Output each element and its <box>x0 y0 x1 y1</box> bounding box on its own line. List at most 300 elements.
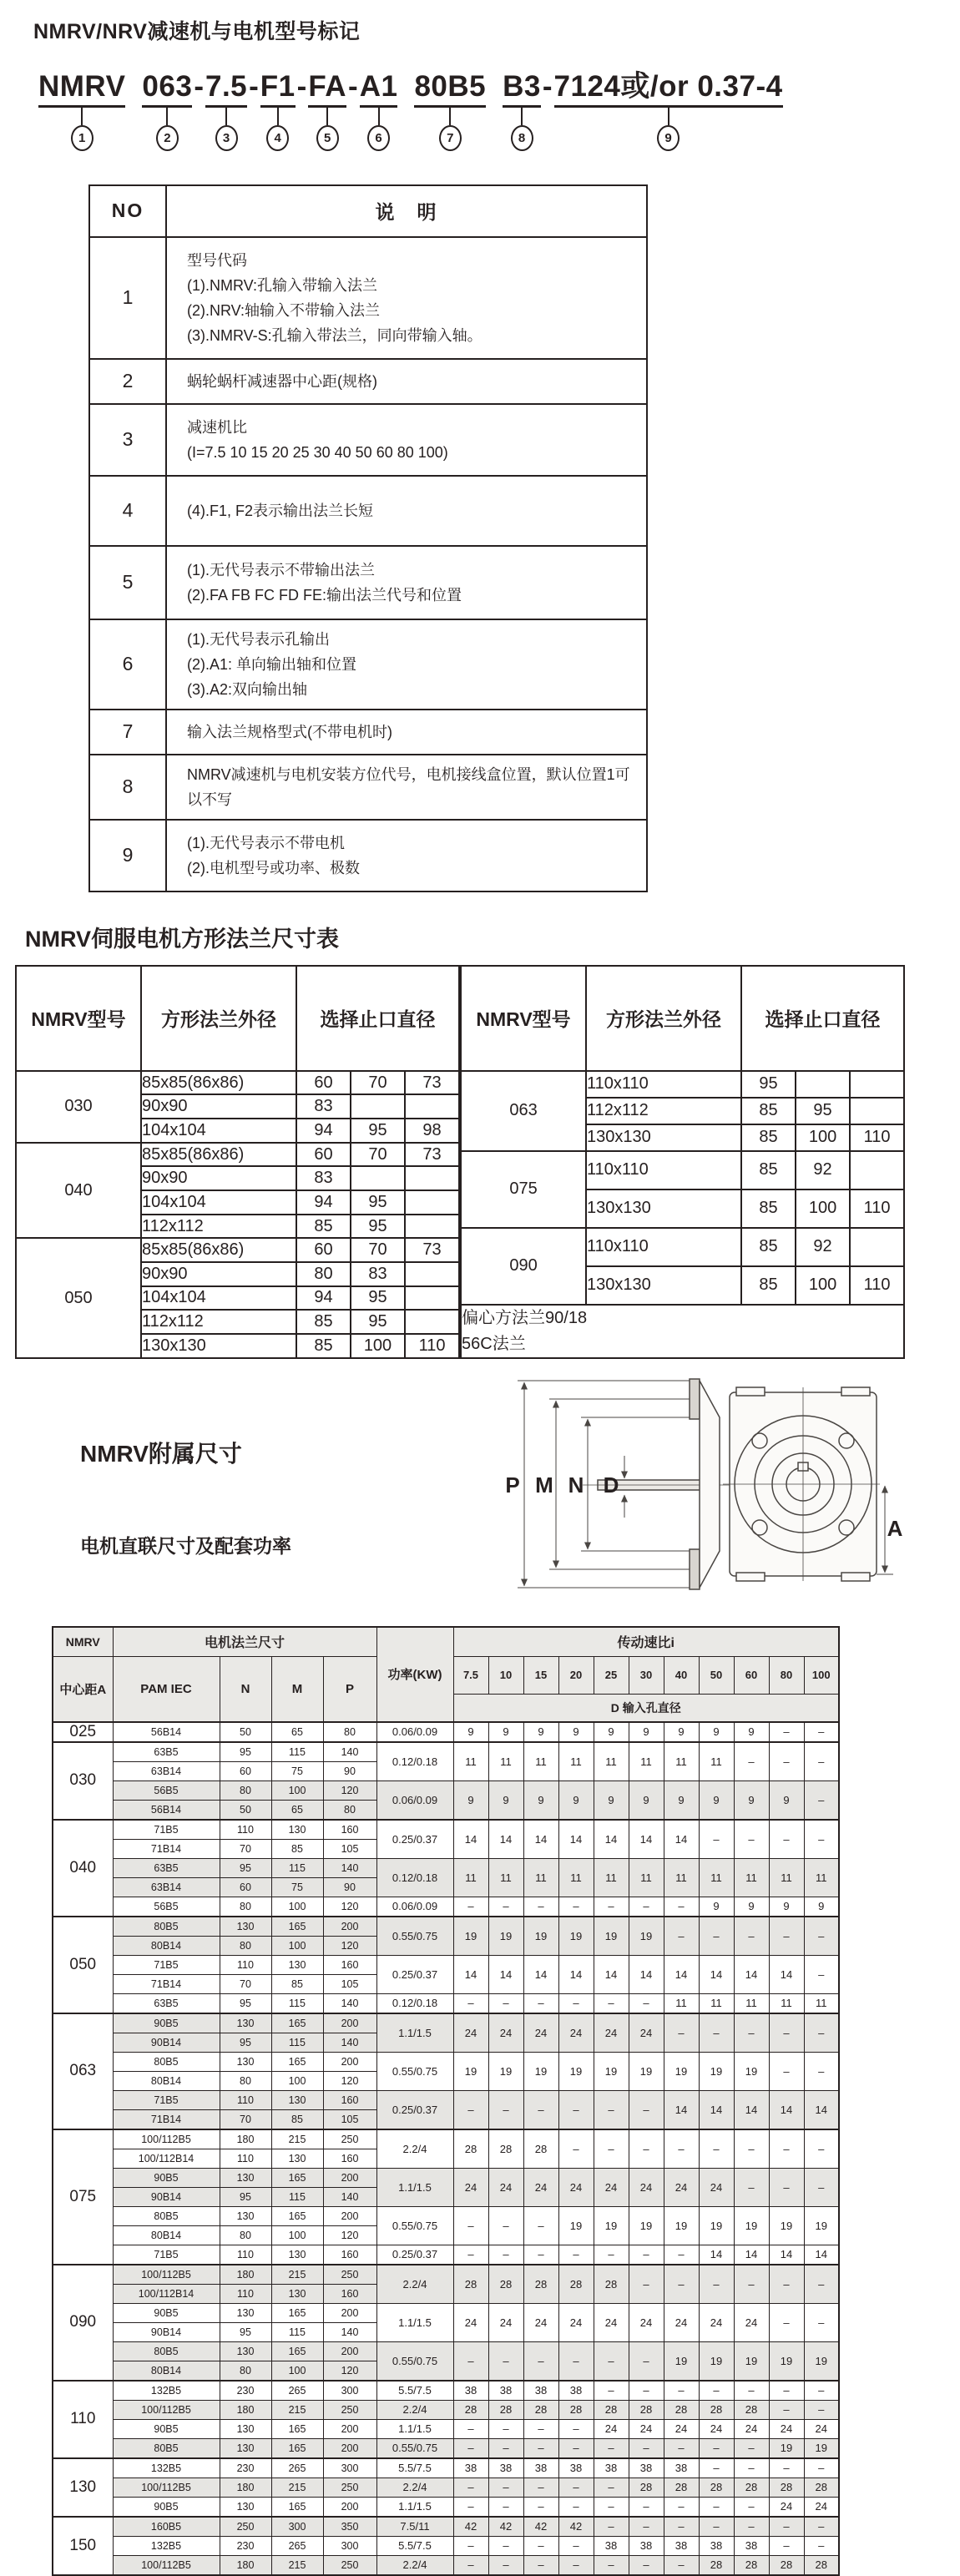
m-cell: 115 <box>271 1742 323 1762</box>
d-bore-cell: 9 <box>558 1722 594 1742</box>
m-cell: 115 <box>271 2033 323 2052</box>
d-bore-cell: 42 <box>488 2517 523 2537</box>
model-leader-line <box>225 108 227 125</box>
flange-bore-cell: 95 <box>796 1098 850 1124</box>
d-bore-cell: 24 <box>523 2303 558 2341</box>
d-bore-cell: – <box>804 2013 839 2053</box>
d-bore-cell: – <box>664 1897 699 1917</box>
d-bore-cell: 11 <box>594 1858 629 1897</box>
header-motor-flange: 电机法兰尺寸 <box>113 1627 376 1657</box>
motor-row <box>53 1780 839 1800</box>
power-cell: 1.1/1.5 <box>376 2168 453 2206</box>
m-cell: 85 <box>271 1839 323 1858</box>
d-bore-cell: – <box>769 2303 804 2341</box>
n-cell: 250 <box>220 2517 271 2537</box>
nmrv-model-cell: 130 <box>53 2458 113 2517</box>
d-bore-cell: – <box>804 2458 839 2478</box>
legend-desc-line: (2).A1: 单向输出轴和位置 <box>187 655 357 673</box>
n-cell: 130 <box>220 2419 271 2438</box>
m-cell: 165 <box>271 2013 323 2033</box>
d-bore-cell: 11 <box>734 1993 769 2013</box>
m-cell: 130 <box>271 2245 323 2265</box>
d-bore-cell: 28 <box>523 2129 558 2169</box>
d-bore-cell: 9 <box>699 1780 734 1820</box>
d-bore-cell: – <box>523 2438 558 2458</box>
d-bore-cell: 14 <box>629 1820 664 1859</box>
m-cell: 85 <box>271 1974 323 1993</box>
legend-header-desc: 说 明 <box>166 185 647 237</box>
flange-outer-cell: 112x112 <box>141 1215 296 1239</box>
d-bore-cell: – <box>769 2458 804 2478</box>
d-bore-cell: 11 <box>629 1742 664 1781</box>
n-cell: 130 <box>220 2206 271 2225</box>
flange-outer-cell: 90x90 <box>141 1094 296 1119</box>
flange-bore-cell: 110 <box>850 1190 904 1228</box>
flange-bore-cell <box>850 1071 904 1098</box>
d-bore-cell: – <box>804 1780 839 1820</box>
d-bore-cell: 38 <box>664 2536 699 2555</box>
d-bore-cell: 24 <box>488 2168 523 2206</box>
legend-no-cell: 7 <box>89 710 166 755</box>
p-cell: 160 <box>323 2149 376 2168</box>
m-cell: 165 <box>271 2052 323 2071</box>
pam-iec-cell: 63B5 <box>113 1993 220 2013</box>
flange-bore-cell: 95 <box>741 1071 796 1098</box>
n-cell: 80 <box>220 1780 271 1800</box>
d-bore-cell: 14 <box>699 1955 734 1993</box>
legend-desc-line: (1).无代号表示不带电机 <box>187 834 345 851</box>
d-bore-cell: 11 <box>699 1742 734 1781</box>
flange-bore-cell: 94 <box>296 1190 351 1215</box>
pam-iec-cell: 80B14 <box>113 2225 220 2245</box>
model-segment <box>142 72 192 151</box>
model-segment-text: B3 <box>503 70 541 103</box>
d-bore-cell: – <box>488 2206 523 2245</box>
flange-outer-cell: 85x85(86x86) <box>141 1071 296 1095</box>
d-bore-cell: – <box>558 2090 594 2129</box>
legend-desc-line: (1).无代号表示孔输出 <box>187 630 330 648</box>
d-bore-cell: – <box>594 2245 629 2265</box>
pam-iec-cell: 56B14 <box>113 1800 220 1820</box>
flange-outer-cell: 85x85(86x86) <box>141 1143 296 1167</box>
model-leader-line <box>449 108 451 125</box>
motor-row <box>53 2381 839 2401</box>
d-bore-cell: 11 <box>699 1993 734 2013</box>
d-bore-cell: 14 <box>664 2090 699 2129</box>
flange-header-bore: 选择止口直径 <box>741 966 904 1071</box>
m-cell: 75 <box>271 1761 323 1780</box>
flange-header-model: NMRV型号 <box>16 966 141 1071</box>
n-cell: 180 <box>220 2555 271 2575</box>
d-bore-cell: 19 <box>699 2341 734 2381</box>
d-bore-cell: – <box>769 2265 804 2304</box>
flange-bore-cell <box>796 1071 850 1098</box>
d-bore-cell: – <box>523 2206 558 2245</box>
d-bore-cell: 19 <box>558 1917 594 1956</box>
header-p: P <box>323 1656 376 1722</box>
flange-footnote-cell <box>461 1305 904 1358</box>
model-segment <box>38 72 125 151</box>
d-bore-cell: – <box>699 2497 734 2517</box>
flange-outer-cell: 104x104 <box>141 1286 296 1311</box>
header-ratio-value: 15 <box>523 1656 558 1694</box>
power-cell: 0.25/0.37 <box>376 2245 453 2265</box>
n-cell: 80 <box>220 2361 271 2381</box>
flange-outer-cell: 112x112 <box>586 1098 741 1124</box>
motor-row <box>53 2497 839 2517</box>
d-bore-cell: – <box>804 2517 839 2537</box>
p-cell: 90 <box>323 1761 376 1780</box>
flange-bore-cell <box>405 1215 459 1239</box>
d-bore-cell: 28 <box>769 2555 804 2575</box>
d-bore-cell: – <box>453 2206 488 2245</box>
d-bore-cell: 9 <box>488 1722 523 1742</box>
legend-no-cell: 6 <box>89 619 166 710</box>
p-cell: 200 <box>323 2303 376 2322</box>
flange-body <box>461 1071 904 1358</box>
power-cell: 1.1/1.5 <box>376 2497 453 2517</box>
d-bore-cell: 19 <box>699 2052 734 2090</box>
motor-coupling-table <box>52 1626 840 2576</box>
power-cell: 0.12/0.18 <box>376 1858 453 1897</box>
d-bore-cell: – <box>769 2517 804 2537</box>
d-bore-cell: 19 <box>629 2052 664 2090</box>
d-bore-cell: 19 <box>453 2052 488 2090</box>
header-ratio-value: 30 <box>629 1656 664 1694</box>
d-bore-cell: 11 <box>769 1858 804 1897</box>
d-bore-cell: 9 <box>523 1722 558 1742</box>
legend-header-row <box>89 185 647 237</box>
model-number-circle: 4 <box>266 125 289 151</box>
d-bore-cell: – <box>488 2536 523 2555</box>
p-cell: 250 <box>323 2400 376 2419</box>
d-bore-cell: 19 <box>769 2438 804 2458</box>
flange-bore-cell: 95 <box>351 1190 405 1215</box>
p-cell: 200 <box>323 2419 376 2438</box>
m-cell: 215 <box>271 2555 323 2575</box>
flange-tables <box>15 965 960 1359</box>
flange-bore-cell: 73 <box>405 1238 459 1262</box>
d-bore-cell: – <box>734 2381 769 2401</box>
legend-table <box>88 184 648 892</box>
dim-label-p: P <box>505 1472 520 1498</box>
legend-row <box>89 755 647 820</box>
d-bore-cell: – <box>558 2245 594 2265</box>
legend-header-no: NO <box>89 185 166 237</box>
m-cell: 215 <box>271 2265 323 2285</box>
motor-row <box>53 2400 839 2419</box>
pam-iec-cell: 63B5 <box>113 1858 220 1877</box>
d-bore-cell: 14 <box>488 1955 523 1993</box>
legend-row <box>89 820 647 891</box>
d-bore-cell: – <box>699 1820 734 1859</box>
model-segment-text: F1 <box>260 70 296 103</box>
flange-row <box>16 1143 459 1167</box>
d-bore-cell: – <box>734 2129 769 2169</box>
flange-outer-cell: 110x110 <box>586 1228 741 1266</box>
p-cell: 200 <box>323 2497 376 2517</box>
model-leader-line <box>81 108 83 125</box>
p-cell: 250 <box>323 2129 376 2149</box>
pam-iec-cell: 56B14 <box>113 1722 220 1742</box>
model-separator: - <box>296 70 307 103</box>
legend-desc-line: (2).NRV:轴输入不带输入法兰 <box>187 301 381 319</box>
d-bore-cell: – <box>488 2497 523 2517</box>
n-cell: 110 <box>220 1820 271 1840</box>
d-bore-cell: 9 <box>734 1897 769 1917</box>
d-bore-cell: – <box>594 1897 629 1917</box>
dim-label-a: A <box>887 1515 903 1541</box>
motor-row <box>53 2517 839 2537</box>
d-bore-cell: 11 <box>664 1858 699 1897</box>
m-cell: 115 <box>271 2187 323 2206</box>
motor-row <box>53 2245 839 2265</box>
d-bore-cell: – <box>699 2517 734 2537</box>
power-cell: 0.55/0.75 <box>376 2052 453 2090</box>
m-cell: 115 <box>271 1858 323 1877</box>
legend-row <box>89 476 647 546</box>
power-cell: 0.06/0.09 <box>376 1722 453 1742</box>
d-bore-cell: – <box>804 1917 839 1956</box>
d-bore-cell: – <box>769 2013 804 2053</box>
power-cell: 0.25/0.37 <box>376 2090 453 2129</box>
pam-iec-cell: 80B5 <box>113 2438 220 2458</box>
motor-row <box>53 2090 839 2109</box>
n-cell: 70 <box>220 2109 271 2129</box>
d-bore-cell: – <box>664 2129 699 2169</box>
flange-bore-cell <box>850 1228 904 1266</box>
n-cell: 95 <box>220 2187 271 2206</box>
d-bore-cell: 19 <box>594 2052 629 2090</box>
d-bore-cell: 38 <box>488 2381 523 2401</box>
pam-iec-cell: 56B5 <box>113 1897 220 1917</box>
d-bore-cell: 19 <box>734 2206 769 2245</box>
motor-row <box>53 1722 839 1742</box>
legend-desc-line: (I=7.5 10 15 20 25 30 40 50 60 80 100) <box>187 443 448 461</box>
p-cell: 140 <box>323 1993 376 2013</box>
motor-row <box>53 2013 839 2033</box>
d-bore-cell: – <box>629 1897 664 1917</box>
d-bore-cell: – <box>769 1722 804 1742</box>
d-bore-cell: 11 <box>664 1993 699 2013</box>
d-bore-cell: – <box>664 2381 699 2401</box>
d-bore-cell: 24 <box>453 2303 488 2341</box>
flange-bore-cell <box>850 1098 904 1124</box>
flange-outer-cell: 110x110 <box>586 1151 741 1190</box>
p-cell: 200 <box>323 2168 376 2187</box>
n-cell: 95 <box>220 1742 271 1762</box>
d-bore-cell: – <box>629 2381 664 2401</box>
d-bore-cell: 11 <box>453 1858 488 1897</box>
header-n: N <box>220 1656 271 1722</box>
flange-header-row <box>461 966 904 1071</box>
pam-iec-cell: 90B14 <box>113 2322 220 2341</box>
d-bore-cell: 9 <box>453 1722 488 1742</box>
d-bore-cell: 24 <box>804 2497 839 2517</box>
motor-row <box>53 2303 839 2322</box>
d-bore-cell: 19 <box>488 1917 523 1956</box>
n-cell: 95 <box>220 1858 271 1877</box>
d-bore-cell: 28 <box>558 2265 594 2304</box>
p-cell: 300 <box>323 2458 376 2478</box>
d-bore-cell: 24 <box>769 2497 804 2517</box>
d-bore-cell: 9 <box>594 1722 629 1742</box>
d-bore-cell: 14 <box>523 1820 558 1859</box>
header-nmrv: NMRV <box>53 1627 113 1657</box>
d-bore-cell: – <box>488 2555 523 2575</box>
d-bore-cell: 14 <box>558 1820 594 1859</box>
flange-model-cell: 040 <box>16 1143 141 1239</box>
d-bore-cell: – <box>699 2438 734 2458</box>
flange-outer-cell: 112x112 <box>141 1310 296 1334</box>
flange-bore-cell: 100 <box>796 1266 850 1305</box>
legend-desc-cell <box>166 546 647 619</box>
flange-head <box>16 966 459 1071</box>
d-bore-cell: 19 <box>664 2052 699 2090</box>
model-segment <box>554 72 783 151</box>
flange-bore-cell: 70 <box>351 1238 405 1262</box>
p-cell: 140 <box>323 2322 376 2341</box>
d-bore-cell: – <box>523 2341 558 2381</box>
d-bore-cell: 28 <box>523 2400 558 2419</box>
dim-label-n: N <box>568 1472 584 1498</box>
p-cell: 200 <box>323 2438 376 2458</box>
d-bore-cell: 19 <box>734 2052 769 2090</box>
d-bore-cell: – <box>558 2497 594 2517</box>
power-cell: 2.2/4 <box>376 2265 453 2304</box>
motor-row <box>53 2419 839 2438</box>
d-bore-cell: 14 <box>488 1820 523 1859</box>
d-bore-cell: 24 <box>453 2168 488 2206</box>
flange-footnote-line: 56C法兰 <box>462 1334 526 1353</box>
pam-iec-cell: 90B14 <box>113 2187 220 2206</box>
d-bore-cell: 14 <box>769 1955 804 1993</box>
d-bore-cell: 19 <box>804 2341 839 2381</box>
legend-row <box>89 404 647 476</box>
d-bore-cell: 28 <box>734 2478 769 2497</box>
d-bore-cell: 11 <box>804 1858 839 1897</box>
pam-iec-cell: 71B14 <box>113 2109 220 2129</box>
d-bore-cell: – <box>664 2245 699 2265</box>
d-bore-cell: 14 <box>699 2245 734 2265</box>
model-leader-line <box>521 108 523 125</box>
d-bore-cell: – <box>523 2090 558 2129</box>
d-bore-cell: – <box>453 2536 488 2555</box>
d-bore-cell: – <box>804 1955 839 1993</box>
d-bore-cell: 38 <box>453 2381 488 2401</box>
flange-bore-cell: 110 <box>850 1124 904 1151</box>
d-bore-cell: 14 <box>699 2090 734 2129</box>
model-segment-text: 7.5 <box>205 70 248 103</box>
m-cell: 130 <box>271 2149 323 2168</box>
d-bore-cell: 9 <box>629 1722 664 1742</box>
m-cell: 165 <box>271 2497 323 2517</box>
flange-outer-cell: 90x90 <box>141 1262 296 1286</box>
flange-bore-cell: 73 <box>405 1071 459 1095</box>
d-bore-cell: – <box>488 2419 523 2438</box>
header-ratio-value: 60 <box>734 1656 769 1694</box>
n-cell: 70 <box>220 1974 271 1993</box>
d-bore-cell: 28 <box>558 2400 594 2419</box>
n-cell: 130 <box>220 1917 271 1937</box>
d-bore-cell: 11 <box>488 1742 523 1781</box>
d-bore-cell: – <box>453 2555 488 2575</box>
d-bore-cell: 14 <box>558 1955 594 1993</box>
d-bore-cell: – <box>664 2497 699 2517</box>
n-cell: 230 <box>220 2381 271 2401</box>
d-bore-cell: 14 <box>804 2090 839 2129</box>
header-ratio-value: 40 <box>664 1656 699 1694</box>
p-cell: 250 <box>323 2478 376 2497</box>
legend-desc-line: (3).A2:双向输出轴 <box>187 680 308 698</box>
model-segment-text: NMRV <box>38 70 126 103</box>
d-bore-cell: – <box>453 2497 488 2517</box>
d-bore-cell: 9 <box>594 1780 629 1820</box>
flange-model-cell: 090 <box>461 1228 586 1305</box>
flange-bore-cell: 85 <box>296 1215 351 1239</box>
n-cell: 180 <box>220 2265 271 2285</box>
flange-bore-cell: 85 <box>741 1124 796 1151</box>
pam-iec-cell: 90B14 <box>113 2033 220 2052</box>
n-cell: 60 <box>220 1761 271 1780</box>
legend-desc-line: NMRV减速机与电机安装方位代号，电机接线盒位置，默认位置1可以不写 <box>187 765 630 808</box>
d-bore-cell: 9 <box>699 1897 734 1917</box>
power-cell: 5.5/7.5 <box>376 2458 453 2478</box>
pam-iec-cell: 100/112B14 <box>113 2284 220 2303</box>
gearbox-outline <box>583 1379 880 1589</box>
pam-iec-cell: 71B5 <box>113 1820 220 1840</box>
d-bore-cell: – <box>699 2013 734 2053</box>
d-bore-cell: – <box>558 2478 594 2497</box>
flange-bore-cell: 95 <box>351 1215 405 1239</box>
d-bore-cell: – <box>629 2090 664 2129</box>
pam-iec-cell: 80B5 <box>113 2341 220 2361</box>
d-bore-cell: – <box>558 2438 594 2458</box>
flange-bore-cell: 95 <box>351 1286 405 1311</box>
d-bore-cell: 24 <box>594 2013 629 2053</box>
d-bore-cell: 19 <box>699 2206 734 2245</box>
legend-row <box>89 546 647 619</box>
legend-desc-cell <box>166 710 647 755</box>
pam-iec-cell: 80B14 <box>113 1936 220 1955</box>
n-cell: 130 <box>220 2497 271 2517</box>
d-bore-cell: 38 <box>629 2458 664 2478</box>
d-bore-cell: 38 <box>734 2536 769 2555</box>
d-bore-cell: – <box>804 2303 839 2341</box>
d-bore-cell: 28 <box>699 2555 734 2575</box>
d-bore-cell: 9 <box>804 1897 839 1917</box>
d-bore-cell: – <box>523 2555 558 2575</box>
d-bore-cell: 24 <box>523 2013 558 2053</box>
p-cell: 105 <box>323 2109 376 2129</box>
flange-bore-cell: 85 <box>296 1334 351 1358</box>
flange-outer-cell: 130x130 <box>586 1266 741 1305</box>
header-ratio-value: 80 <box>769 1656 804 1694</box>
pam-iec-cell: 90B5 <box>113 2497 220 2517</box>
p-cell: 120 <box>323 1936 376 1955</box>
m-cell: 100 <box>271 2361 323 2381</box>
n-cell: 130 <box>220 2168 271 2187</box>
p-cell: 160 <box>323 1955 376 1974</box>
legend-no-cell: 5 <box>89 546 166 619</box>
d-bore-cell: 38 <box>699 2536 734 2555</box>
d-bore-cell: – <box>699 2381 734 2401</box>
d-bore-cell: 28 <box>769 2478 804 2497</box>
flange-bore-cell: 98 <box>405 1119 459 1143</box>
legend-no-cell: 3 <box>89 404 166 476</box>
pam-iec-cell: 100/112B5 <box>113 2129 220 2149</box>
d-bore-cell: – <box>453 2341 488 2381</box>
